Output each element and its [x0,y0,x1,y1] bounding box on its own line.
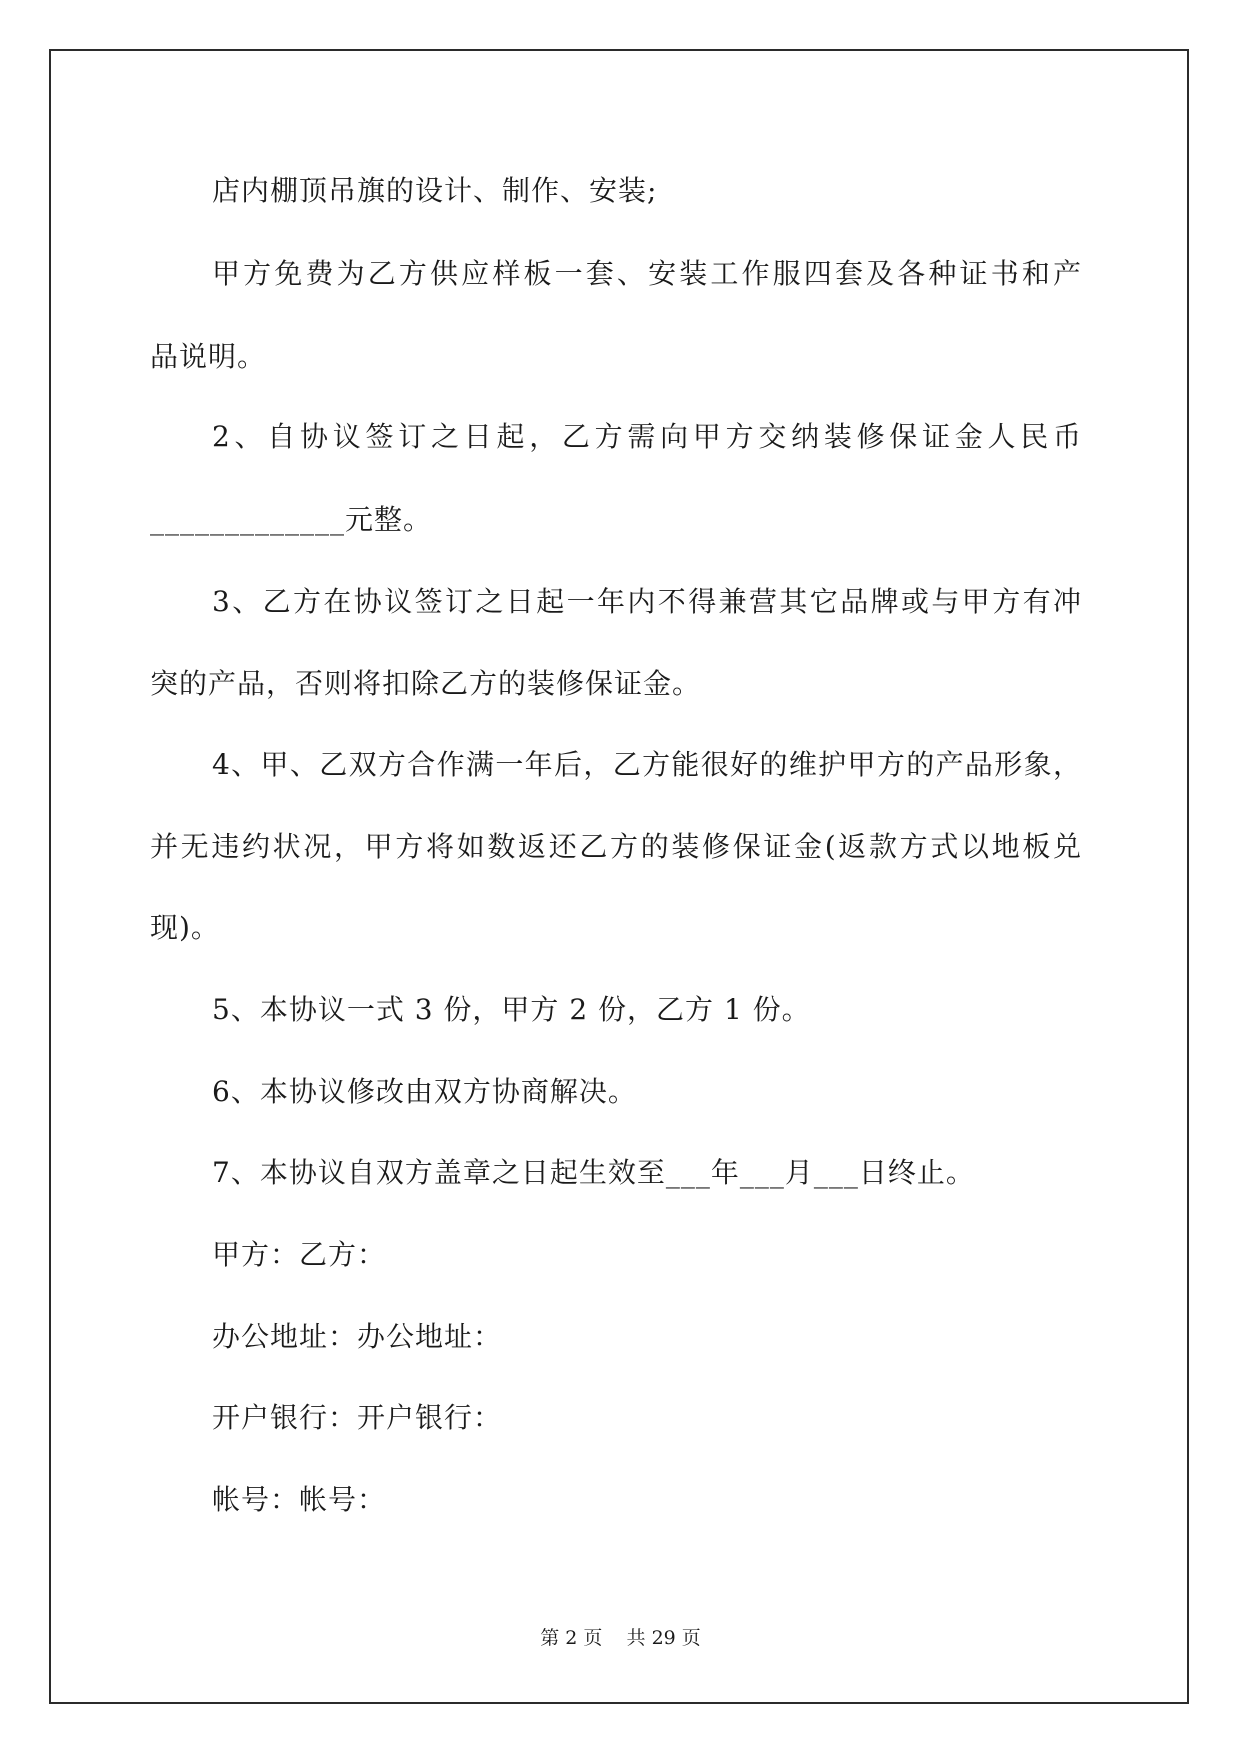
text-line-10: 现)。 [150,911,220,944]
text-line-3: 品说明。 [150,340,267,373]
text-line-13: 7、本协议自双方盖章之日起生效至___年___月___日终止。 [212,1156,975,1189]
text-line-4: 2、自协议签订之日起，乙方需向甲方交纳装修保证金人民币 [212,420,1082,453]
text-line-11: 5、本协议一式 3 份，甲方 2 份，乙方 1 份。 [212,993,811,1026]
text-line-7: 突的产品，否则将扣除乙方的装修保证金。 [150,667,702,700]
page-border [49,49,1189,1704]
text-line-1: 店内棚顶吊旗的设计、制作、安装; [212,174,658,207]
signature-address-line: 办公地址：办公地址： [212,1320,503,1353]
text-line-8: 4、甲、乙双方合作满一年后，乙方能很好的维护甲方的产品形象， [212,748,1082,781]
signature-bank-line: 开户银行：开户银行： [212,1401,503,1434]
signature-account-line: 帐号：帐号： [212,1483,387,1516]
signature-party-line: 甲方：乙方： [212,1238,387,1271]
text-line-6: 3、乙方在协议签订之日起一年内不得兼营其它品牌或与甲方有冲 [212,585,1082,618]
text-line-2: 甲方免费为乙方供应样板一套、安装工作服四套及各种证书和产 [212,257,1082,290]
page-number-footer: 第 2 页 共 29 页 [540,1627,701,1649]
text-line-12: 6、本协议修改由双方协商解决。 [212,1075,637,1108]
text-line-9: 并无违约状况，甲方将如数返还乙方的装修保证金(返款方式以地板兑 [150,830,1082,863]
text-line-5: _____________元整。 [150,503,433,536]
